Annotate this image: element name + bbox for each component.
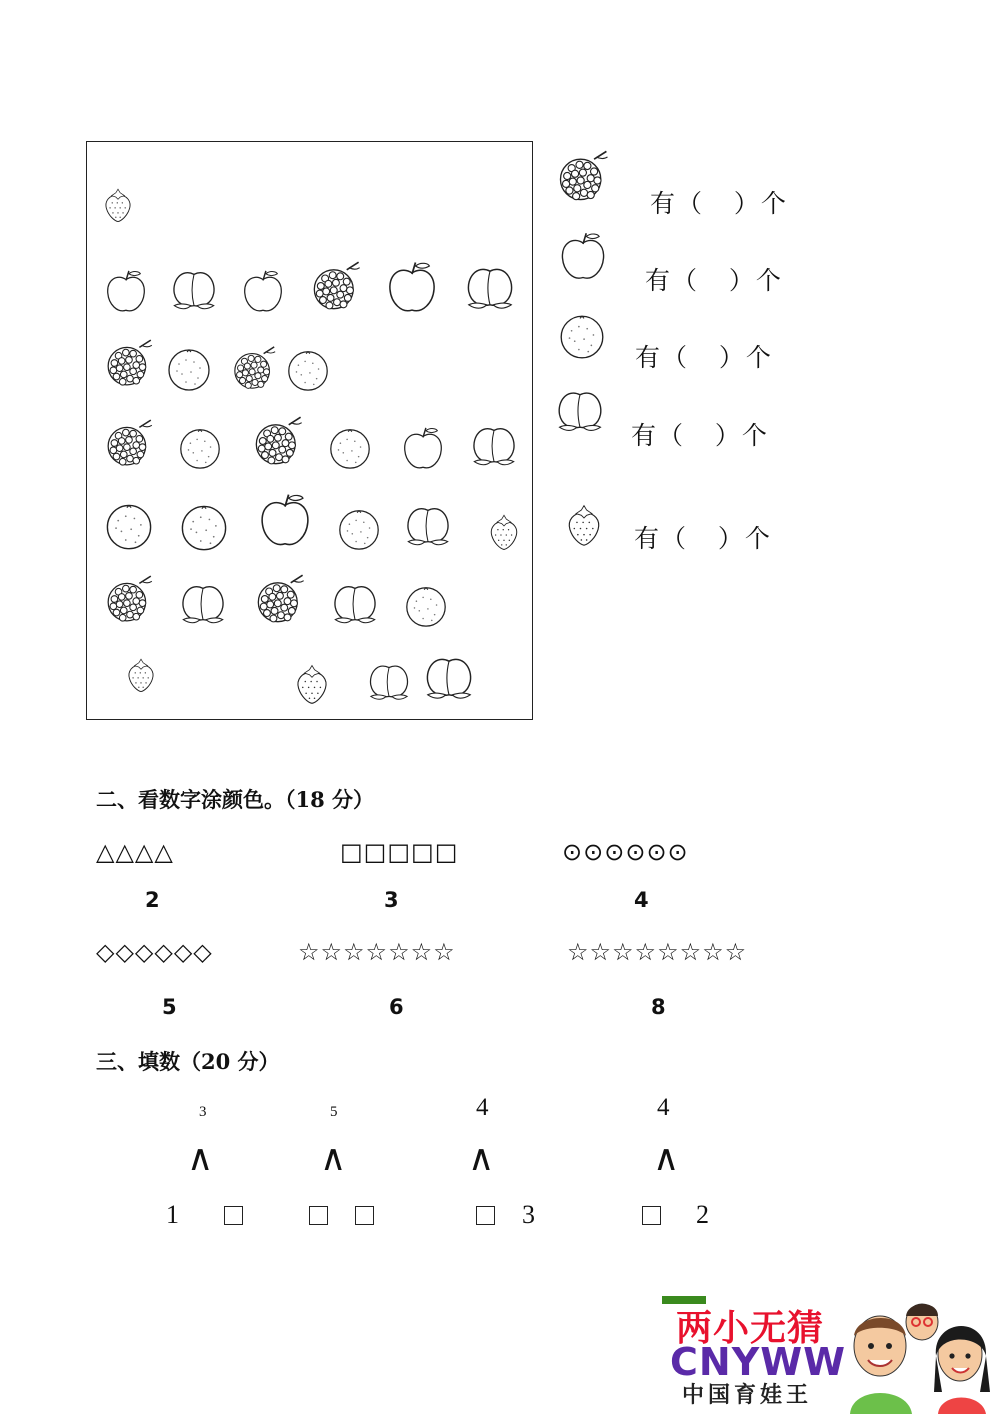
peach-icon [467,420,521,472]
strawberry-icon [485,510,523,554]
logo-english: CNYWW [670,1340,847,1384]
square-shapes[interactable]: □□□□□ [340,838,459,866]
diamond-shapes[interactable]: ◇◇◇◇◇◇ [96,938,213,966]
strawberry-icon [100,183,136,227]
raspberry-icon [231,342,279,394]
bond-total: 5 [330,1104,338,1120]
raspberry-icon [104,570,156,628]
count-question-apple: 有（ ）个 [645,266,783,295]
apple-icon [383,257,441,319]
bond-part-left: 1 [166,1200,179,1229]
raspberry-icon [310,257,364,315]
triangle-shapes[interactable]: △△△△ [96,838,174,866]
number-label: 4 [634,888,649,912]
logo-chinese: 两小无猜 [676,1308,825,1349]
number-label: 5 [162,995,177,1019]
bond-total: 4 [657,1094,670,1121]
logo-subtitle: 中国育娃王 [682,1383,813,1408]
section-three-title: 三、填数（20 分） [96,1049,280,1074]
peach-icon [401,500,455,552]
orange-icon [102,498,156,554]
answer-box[interactable] [309,1206,328,1225]
bond-total: 3 [199,1104,207,1120]
circle-dot-shapes[interactable]: ⊙⊙⊙⊙⊙⊙ [562,838,689,866]
section-two-title: 二、看数字涂颜色。（18 分） [96,787,375,812]
number-label: 8 [651,995,666,1019]
apple-icon [239,266,287,318]
star-shapes[interactable]: ☆☆☆☆☆☆☆ [298,938,456,966]
orange-icon [556,310,608,362]
strawberry-icon [123,654,159,696]
bond-part-right: 2 [696,1200,709,1229]
star-shapes[interactable]: ☆☆☆☆☆☆☆☆ [567,938,748,966]
number-label: 6 [389,995,404,1019]
number-label: 2 [145,888,160,912]
orange-icon [176,424,224,472]
apple-icon [399,424,447,474]
count-question-orange: 有（ ）个 [635,343,773,372]
orange-icon [402,582,450,630]
bond-split-caret: ∧ [653,1138,680,1179]
count-question-peach: 有（ ）个 [631,421,769,450]
raspberry-icon [254,570,308,628]
strawberry-icon [291,660,333,708]
orange-icon [326,424,374,472]
bond-total: 4 [476,1094,489,1121]
peach-icon [168,264,220,316]
answer-box[interactable] [355,1206,374,1225]
cartoon-family-logo [842,1296,998,1414]
orange-icon [284,346,332,394]
peach-icon [461,260,519,316]
strawberry-icon [562,500,606,550]
orange-icon [164,344,214,394]
orange-icon [335,504,383,554]
answer-box[interactable] [642,1206,661,1225]
bond-split-caret: ∧ [187,1138,214,1179]
raspberry-icon [104,414,156,472]
apple-icon [556,228,610,286]
peach-icon [420,650,478,706]
peach-icon [328,578,382,630]
orange-icon [177,500,231,554]
raspberry-icon [104,334,156,392]
peach-icon [176,578,230,630]
bond-split-caret: ∧ [320,1138,347,1179]
count-question-raspberry: 有（ ）个 [650,189,788,218]
raspberry-icon [252,412,306,470]
peach-icon [552,384,608,438]
apple-icon [102,266,150,318]
answer-box[interactable] [476,1206,495,1225]
number-label: 3 [384,888,399,912]
bond-split-caret: ∧ [468,1138,495,1179]
answer-box[interactable] [224,1206,243,1225]
bond-part-right: 3 [522,1200,535,1229]
count-question-strawberry: 有（ ）个 [634,524,772,553]
raspberry-icon [556,146,612,206]
apple-icon [255,490,315,552]
peach-icon [364,658,414,706]
